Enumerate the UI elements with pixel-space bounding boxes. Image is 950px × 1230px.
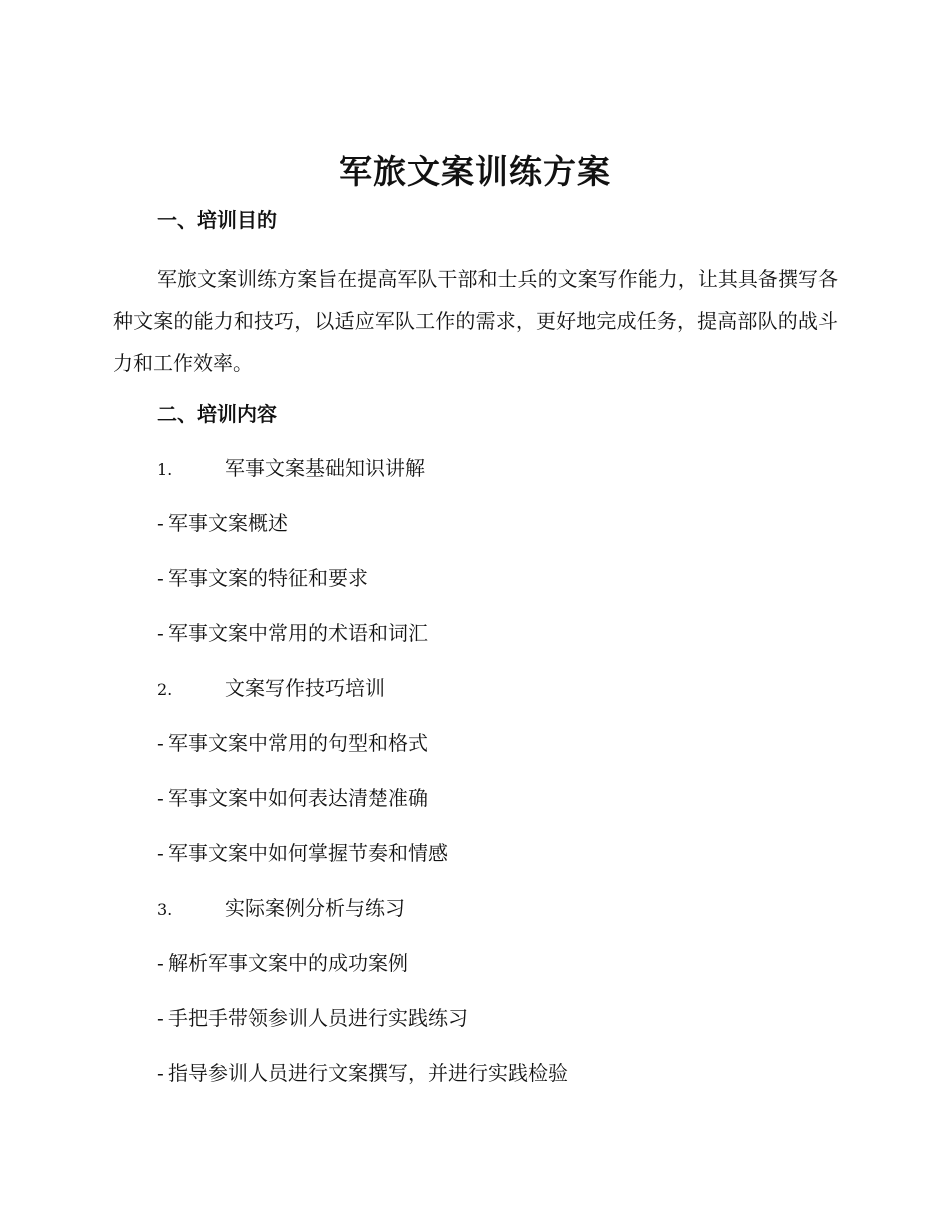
sub-point [157, 1004, 468, 1032]
sub-point [157, 619, 428, 647]
section-heading-purpose: 一、培训目的 [157, 208, 277, 232]
bullet-dash: - [157, 1006, 164, 1030]
purpose-paragraph: 军旅文案训练方案旨在提高军队干部和士兵的文案写作能力，让其具备撰写各种文案的能力和技巧，以适应军队工作的需求，更好地完成任务，提高部队的战斗力和工作效率。 [113, 267, 838, 375]
list-item-3 [157, 894, 405, 924]
list-item-1 [157, 454, 425, 484]
sub-point-text: 军事文案概述 [168, 511, 288, 535]
sub-point-text: 手把手带领参训人员进行实践练习 [168, 1006, 468, 1030]
sub-point [157, 564, 368, 592]
bullet-dash: - [157, 786, 164, 810]
list-item-title: 实际案例分析与练习 [225, 896, 405, 920]
bullet-dash: - [157, 511, 164, 535]
sub-point [157, 784, 428, 812]
sub-point [157, 729, 428, 757]
sub-point-text: 军事文案中常用的句型和格式 [168, 731, 428, 755]
sub-point [157, 949, 408, 977]
bullet-dash: - [157, 621, 164, 645]
list-item-title: 文案写作技巧培训 [225, 676, 385, 700]
document-title: 军旅文案训练方案 [339, 152, 611, 191]
sub-point-text: 解析军事文案中的成功案例 [168, 951, 408, 975]
sub-point-text: 军事文案中如何掌握节奏和情感 [168, 841, 448, 865]
list-item-number: 3. [157, 900, 173, 919]
sub-point-text: 军事文案的特征和要求 [168, 566, 368, 590]
list-item-number: 1. [157, 460, 173, 479]
sub-point [157, 839, 448, 867]
bullet-dash: - [157, 841, 164, 865]
sub-point-text: 军事文案中如何表达清楚准确 [168, 786, 428, 810]
sub-point-text: 军事文案中常用的术语和词汇 [168, 621, 428, 645]
sub-point [157, 1059, 568, 1087]
bullet-dash: - [157, 1061, 164, 1085]
section-heading-content: 二、培训内容 [157, 402, 277, 426]
sub-point-text: 指导参训人员进行文案撰写，并进行实践检验 [168, 1061, 568, 1085]
list-item-title: 军事文案基础知识讲解 [225, 456, 425, 480]
bullet-dash: - [157, 566, 164, 590]
list-item-2 [157, 674, 385, 704]
sub-point [157, 509, 288, 537]
bullet-dash: - [157, 951, 164, 975]
list-item-number: 2. [157, 680, 173, 699]
bullet-dash: - [157, 731, 164, 755]
